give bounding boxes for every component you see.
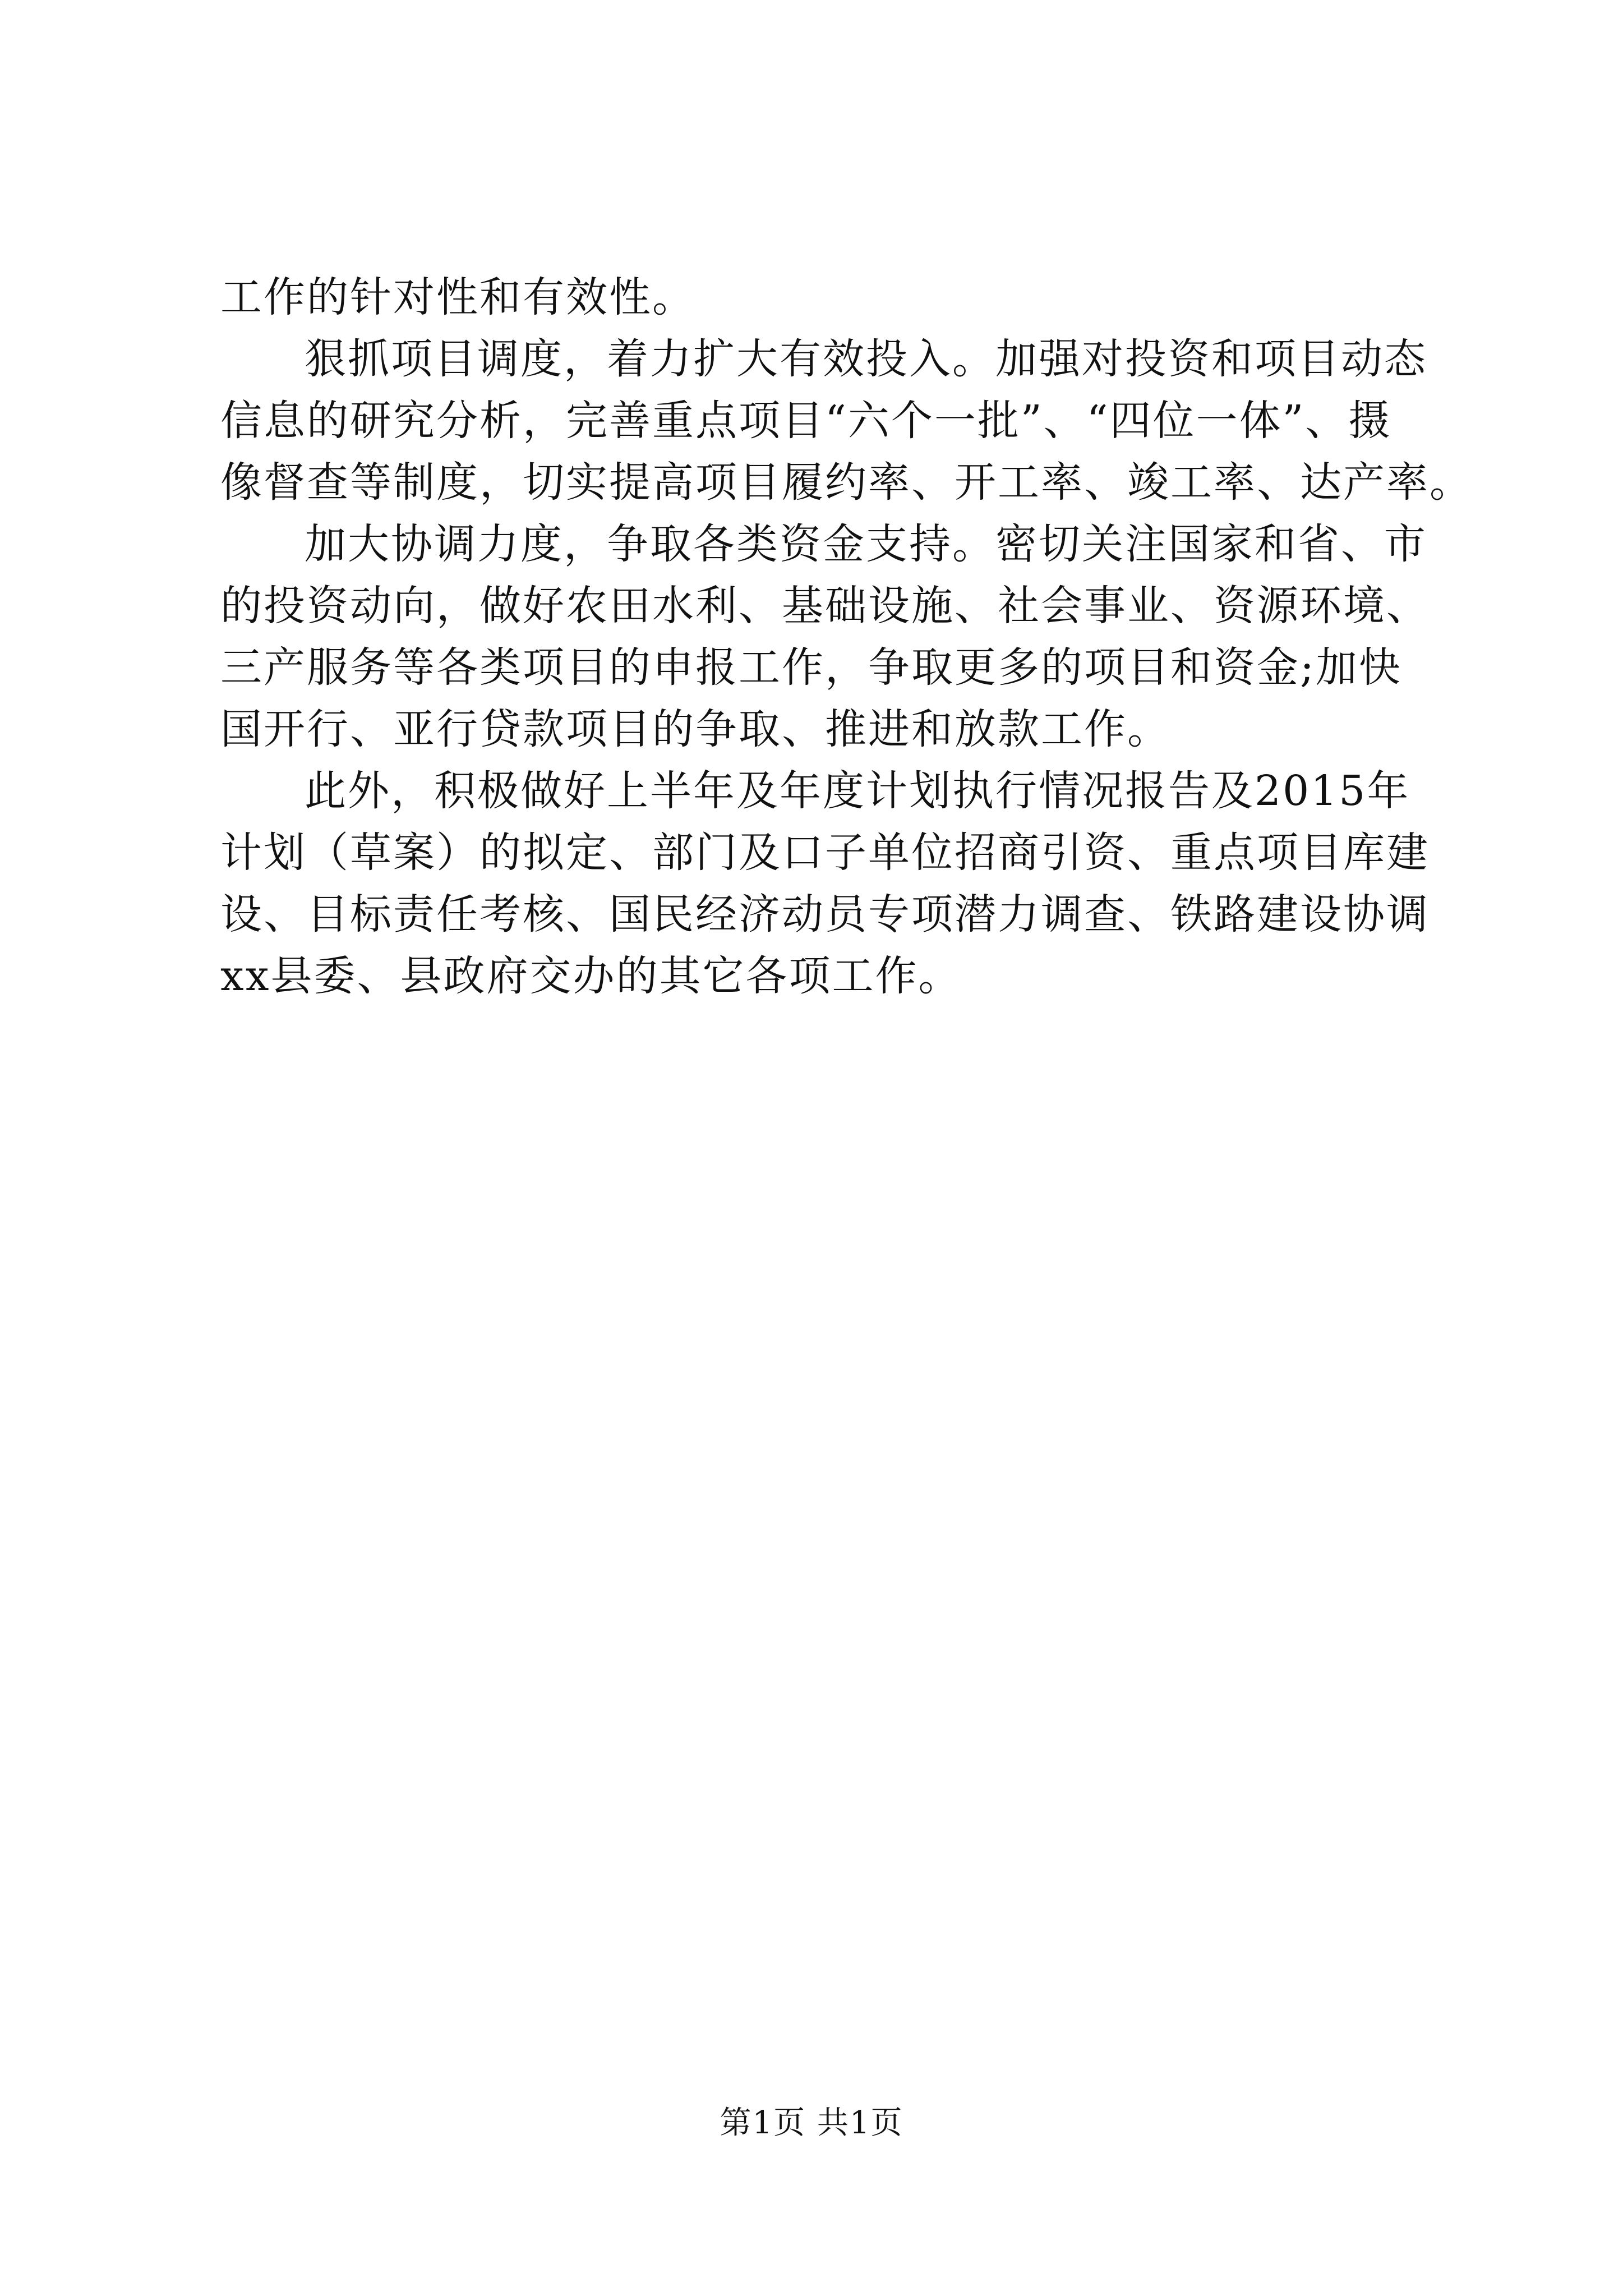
paragraph-2-line-2: 信息的研究分析，完善重点项目“六个一批”、“四位一体”、摄 xyxy=(220,397,1392,445)
paragraph-3-line-4: 国开行、亚行贷款项目的争取、推进和放款工作。 xyxy=(220,705,1170,753)
paragraph-3-line-2: 的投资动向，做好农田水利、基础设施、社会事业、资源环境、 xyxy=(220,582,1430,630)
paragraph-4-line-2: 计划（草案）的拟定、部门及口子单位招商引资、重点项目库建 xyxy=(220,829,1430,877)
paragraph-3-line-1: 加大协调力度，争取各类资金支持。密切关注国家和省、市 xyxy=(305,520,1427,568)
page-number-footer: 第1页 共1页 xyxy=(720,2105,903,2141)
paragraph-3-line-3: 三产服务等各类项目的申报工作，争取更多的项目和资金;加快 xyxy=(220,643,1402,692)
paragraph-4-line-4: xx县委、县政府交办的其它各项工作。 xyxy=(220,952,962,1000)
paragraph-4-line-1: 此外，积极做好上半年及年度计划执行情况报告及2015年 xyxy=(305,767,1410,815)
paragraph-1-line-1: 工作的针对性和有效性。 xyxy=(220,273,695,321)
paragraph-2-line-3: 像督查等制度，切实提高项目履约率、开工率、竣工率、达产率。 xyxy=(220,458,1473,507)
paragraph-4-line-3: 设、目标责任考核、国民经济动员专项潜力调查、铁路建设协调 xyxy=(220,890,1430,938)
document-body xyxy=(220,266,1473,1007)
paragraph-2-line-1: 狠抓项目调度，着力扩大有效投入。加强对投资和项目动态 xyxy=(305,335,1427,383)
